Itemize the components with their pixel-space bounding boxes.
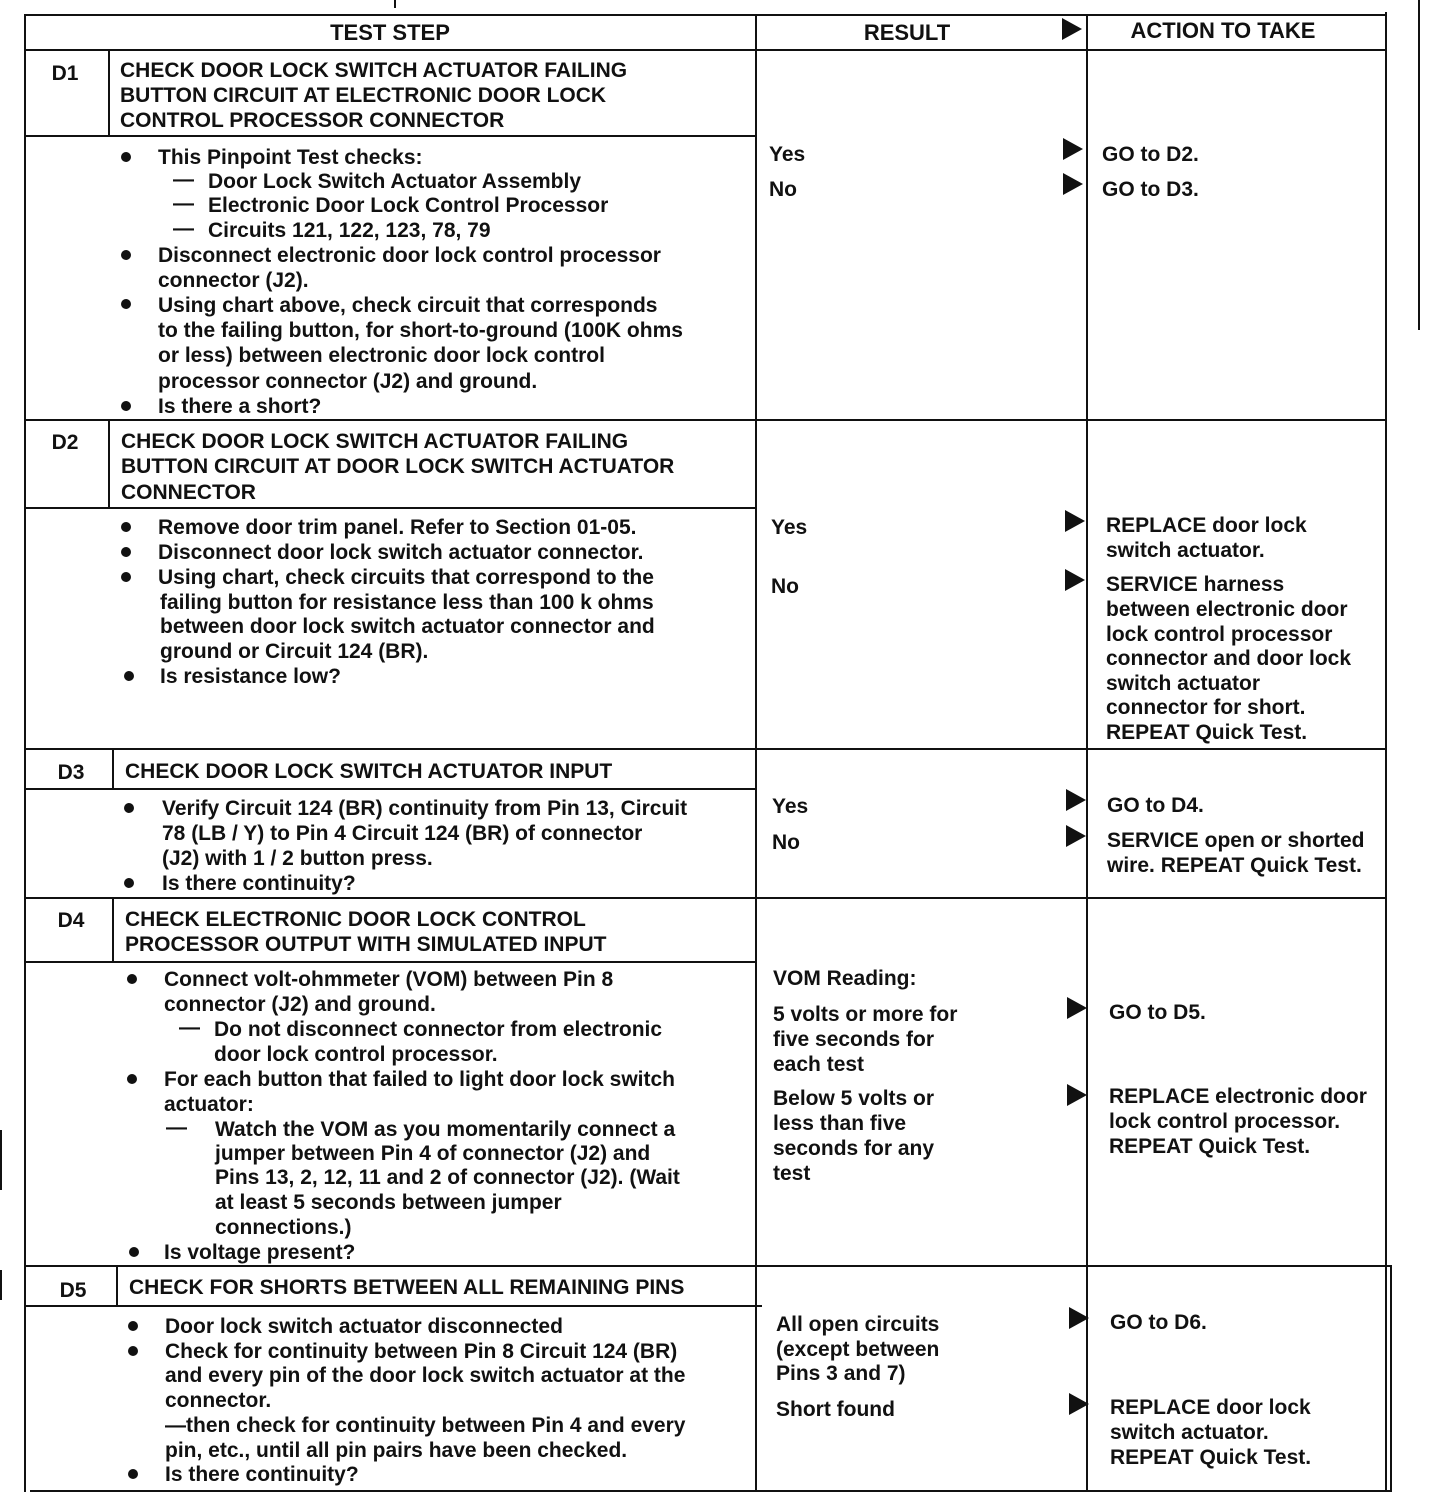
result-text: Pins 3 and 7): [776, 1362, 906, 1385]
scan-mark-top: [394, 0, 396, 8]
body-line: Disconnect door lock switch actuator connector.: [158, 541, 644, 564]
result-text: each test: [773, 1053, 865, 1076]
d2-id-sep: [108, 420, 110, 508]
action-text: SERVICE open or shorted: [1107, 829, 1365, 852]
step-id: D3: [57, 761, 85, 784]
result-text: (except between: [776, 1338, 940, 1361]
step-title-line: CHECK ELECTRONIC DOOR LOCK CONTROL: [125, 908, 586, 931]
result-text: Short found: [776, 1398, 895, 1421]
frame-bottom: [30, 1490, 1392, 1492]
body-line: connector (J2) and ground.: [164, 993, 436, 1016]
body-line: actuator:: [164, 1093, 254, 1116]
body-line: Circuits 121, 122, 123, 78, 79: [208, 219, 491, 242]
step-id: D4: [57, 909, 85, 932]
body-line: —then check for continuity between Pin 4 and every: [165, 1414, 686, 1437]
bullet-icon: [124, 671, 134, 681]
body-line: processor connector (J2) and ground.: [158, 370, 538, 393]
bullet-icon: [127, 1074, 137, 1084]
d5-title-rule: [24, 1305, 762, 1307]
d4-title-rule: [24, 961, 756, 963]
action-text: GO to D4.: [1107, 794, 1204, 817]
body-line: Do not disconnect connector from electronic: [214, 1018, 663, 1041]
row-rule-2: [24, 748, 1386, 750]
arrow-icon: [1065, 569, 1085, 591]
body-question: Is resistance low?: [160, 665, 341, 688]
action-text: GO to D2.: [1102, 143, 1199, 166]
body-line: Using chart, check circuits that correspond to the: [158, 566, 654, 589]
action-text: GO to D6.: [1110, 1311, 1207, 1334]
body-line: Connect volt-ohmmeter (VOM) between Pin 8: [164, 968, 614, 991]
body-line: Check for continuity between Pin 8 Circuit 124 (BR): [165, 1340, 678, 1363]
arrow-icon: [1066, 789, 1086, 811]
bullet-icon: [121, 152, 131, 162]
result-text: Below 5 volts or: [773, 1087, 935, 1110]
body-line: This Pinpoint Test checks:: [158, 146, 423, 169]
bullet-icon: [121, 547, 131, 557]
arrow-icon: [1069, 1307, 1089, 1329]
body-line: (J2) with 1 / 2 button press.: [162, 847, 433, 870]
bullet-icon: [124, 878, 134, 888]
action-text: wire. REPEAT Quick Test.: [1107, 854, 1362, 877]
d1-title-rule: [24, 135, 756, 137]
action-text: GO to D5.: [1109, 1001, 1206, 1024]
d3-title-rule: [24, 788, 756, 790]
result-text: 5 volts or more for: [773, 1003, 958, 1026]
result-text: Yes: [769, 143, 806, 166]
bullet-icon: [121, 572, 131, 582]
row-rule-4: [24, 1265, 1392, 1267]
header-action: ACTION TO TAKE: [1130, 18, 1316, 43]
bullet-icon: [121, 522, 131, 532]
header-arrow-icon: [1062, 18, 1082, 40]
body-line: Electronic Door Lock Control Processor: [208, 194, 609, 217]
result-text: All open circuits: [776, 1313, 940, 1336]
body-line: Door Lock Switch Actuator Assembly: [208, 170, 582, 193]
scan-mark-left-2: [0, 1270, 2, 1300]
body-line: Remove door trim panel. Refer to Section 01-05.: [158, 516, 637, 539]
body-line: Disconnect electronic door lock control processor: [158, 244, 661, 267]
step-title-line: CHECK FOR SHORTS BETWEEN ALL REMAINING PINS: [129, 1276, 685, 1299]
action-text: switch actuator: [1106, 672, 1261, 695]
step-title-line: BUTTON CIRCUIT AT ELECTRONIC DOOR LOCK: [120, 84, 607, 107]
col-sep-2: [1086, 14, 1088, 1492]
step-title-line: CONNECTOR: [121, 481, 256, 504]
header-test-step: TEST STEP: [330, 20, 450, 45]
action-text: REPLACE door lock: [1110, 1396, 1311, 1419]
action-text: lock control processor: [1106, 623, 1333, 646]
arrow-icon: [1065, 510, 1085, 532]
row-rule-3: [24, 897, 1386, 899]
bullet-icon: [121, 299, 131, 309]
arrow-icon: [1066, 825, 1086, 847]
body-question: Is there continuity?: [165, 1463, 359, 1486]
step-title-line: CHECK DOOR LOCK SWITCH ACTUATOR INPUT: [125, 760, 613, 783]
step-id: D5: [59, 1279, 87, 1302]
action-text: between electronic door: [1106, 598, 1348, 621]
step-title-line: CHECK DOOR LOCK SWITCH ACTUATOR FAILING: [121, 430, 629, 453]
step-title-line: PROCESSOR OUTPUT WITH SIMULATED INPUT: [125, 933, 607, 956]
arrow-icon: [1063, 138, 1083, 160]
arrow-icon: [1063, 173, 1083, 195]
bullet-icon: [128, 1346, 138, 1356]
action-text: REPLACE door lock: [1106, 514, 1307, 537]
body-question: Is there continuity?: [162, 872, 356, 895]
body-line: connections.): [215, 1216, 352, 1239]
step-title-line: CONTROL PROCESSOR CONNECTOR: [120, 109, 505, 132]
col-sep-1: [755, 14, 757, 1492]
bullet-icon: [121, 401, 131, 411]
d5-id-sep: [116, 1266, 118, 1306]
body-question: Is voltage present?: [164, 1241, 356, 1264]
body-line: jumper between Pin 4 of connector (J2) and: [215, 1142, 651, 1165]
body-line: failing button for resistance less than 100 k ohms: [160, 591, 654, 614]
result-text: No: [772, 831, 800, 854]
body-line: to the failing button, for short-to-ground (100K ohms: [158, 319, 683, 342]
dash-icon: —: [173, 168, 194, 191]
header-result: RESULT: [863, 20, 951, 45]
action-text: REPEAT Quick Test.: [1110, 1446, 1312, 1469]
body-line: pin, etc., until all pin pairs have been checked.: [165, 1439, 628, 1462]
action-text: REPLACE electronic door: [1109, 1085, 1367, 1108]
body-line: or less) between electronic door lock control: [158, 344, 605, 367]
dash-icon: —: [166, 1116, 187, 1139]
bullet-icon: [128, 1321, 138, 1331]
dash-icon: —: [179, 1016, 200, 1039]
body-line: For each button that failed to light door lock switch: [164, 1068, 676, 1091]
frame-right: [1385, 12, 1387, 1492]
arrow-icon: [1069, 1393, 1089, 1415]
body-line: Door lock switch actuator disconnected: [165, 1315, 563, 1338]
result-text: less than five: [773, 1112, 907, 1135]
action-text: switch actuator.: [1106, 539, 1265, 562]
step-title-line: CHECK DOOR LOCK SWITCH ACTUATOR FAILING: [120, 59, 628, 82]
row-rule-1: [24, 419, 1386, 421]
body-question: Is there a short?: [158, 395, 322, 418]
frame-left: [24, 14, 26, 1492]
arrow-icon: [1067, 997, 1087, 1019]
body-line: between door lock switch actuator connector and: [160, 615, 655, 638]
bullet-icon: [127, 974, 137, 984]
result-text: seconds for any: [773, 1137, 935, 1160]
result-text: No: [771, 575, 799, 598]
body-line: connector (J2).: [158, 269, 309, 292]
dash-icon: —: [173, 217, 194, 240]
scan-mark-right-top: [1418, 0, 1420, 330]
step-title-line: BUTTON CIRCUIT AT DOOR LOCK SWITCH ACTUATOR: [121, 455, 675, 478]
body-line: Pins 13, 2, 12, 11 and 2 of connector (J2). (Wait: [215, 1166, 680, 1189]
header-rule: [24, 49, 1386, 51]
result-text: No: [769, 178, 797, 201]
action-text: REPEAT Quick Test.: [1106, 721, 1308, 744]
d4-id-sep: [112, 898, 114, 962]
body-line: Watch the VOM as you momentarily connect a: [215, 1118, 676, 1141]
body-line: Verify Circuit 124 (BR) continuity from Pin 13, Circuit: [162, 797, 688, 820]
arrow-icon: [1067, 1084, 1087, 1106]
scan-mark-left: [0, 1130, 2, 1190]
action-text: connector and door lock: [1106, 647, 1352, 670]
bullet-icon: [129, 1247, 139, 1257]
body-line: 78 (LB / Y) to Pin 4 Circuit 124 (BR) of connector: [162, 822, 643, 845]
d1-id-sep: [108, 50, 110, 136]
result-text: Yes: [771, 516, 808, 539]
bullet-icon: [128, 1469, 138, 1479]
body-line: door lock control processor.: [214, 1043, 498, 1066]
body-line: connector.: [165, 1389, 272, 1412]
result-text: test: [773, 1162, 811, 1185]
frame-top: [24, 14, 1386, 16]
action-text: lock control processor.: [1109, 1110, 1341, 1133]
result-text: five seconds for: [773, 1028, 935, 1051]
action-text: REPEAT Quick Test.: [1109, 1135, 1311, 1158]
body-line: ground or Circuit 124 (BR).: [160, 640, 429, 663]
action-text: switch actuator.: [1110, 1421, 1269, 1444]
body-line: Using chart above, check circuit that corresponds: [158, 294, 658, 317]
d3-id-sep: [112, 749, 114, 789]
frame-right-lower: [1390, 1265, 1392, 1492]
step-id: D1: [51, 62, 79, 85]
dash-icon: —: [173, 192, 194, 215]
action-text: connector for short.: [1106, 696, 1306, 719]
action-text: GO to D3.: [1102, 178, 1199, 201]
result-text: Yes: [772, 795, 809, 818]
bullet-icon: [124, 803, 134, 813]
d2-title-rule: [24, 507, 756, 509]
result-label: VOM Reading:: [773, 967, 917, 990]
step-id: D2: [51, 431, 79, 454]
action-text: SERVICE harness: [1106, 573, 1285, 596]
body-line: at least 5 seconds between jumper: [215, 1191, 562, 1214]
body-line: and every pin of the door lock switch actuator at the: [165, 1364, 686, 1387]
bullet-icon: [121, 250, 131, 260]
